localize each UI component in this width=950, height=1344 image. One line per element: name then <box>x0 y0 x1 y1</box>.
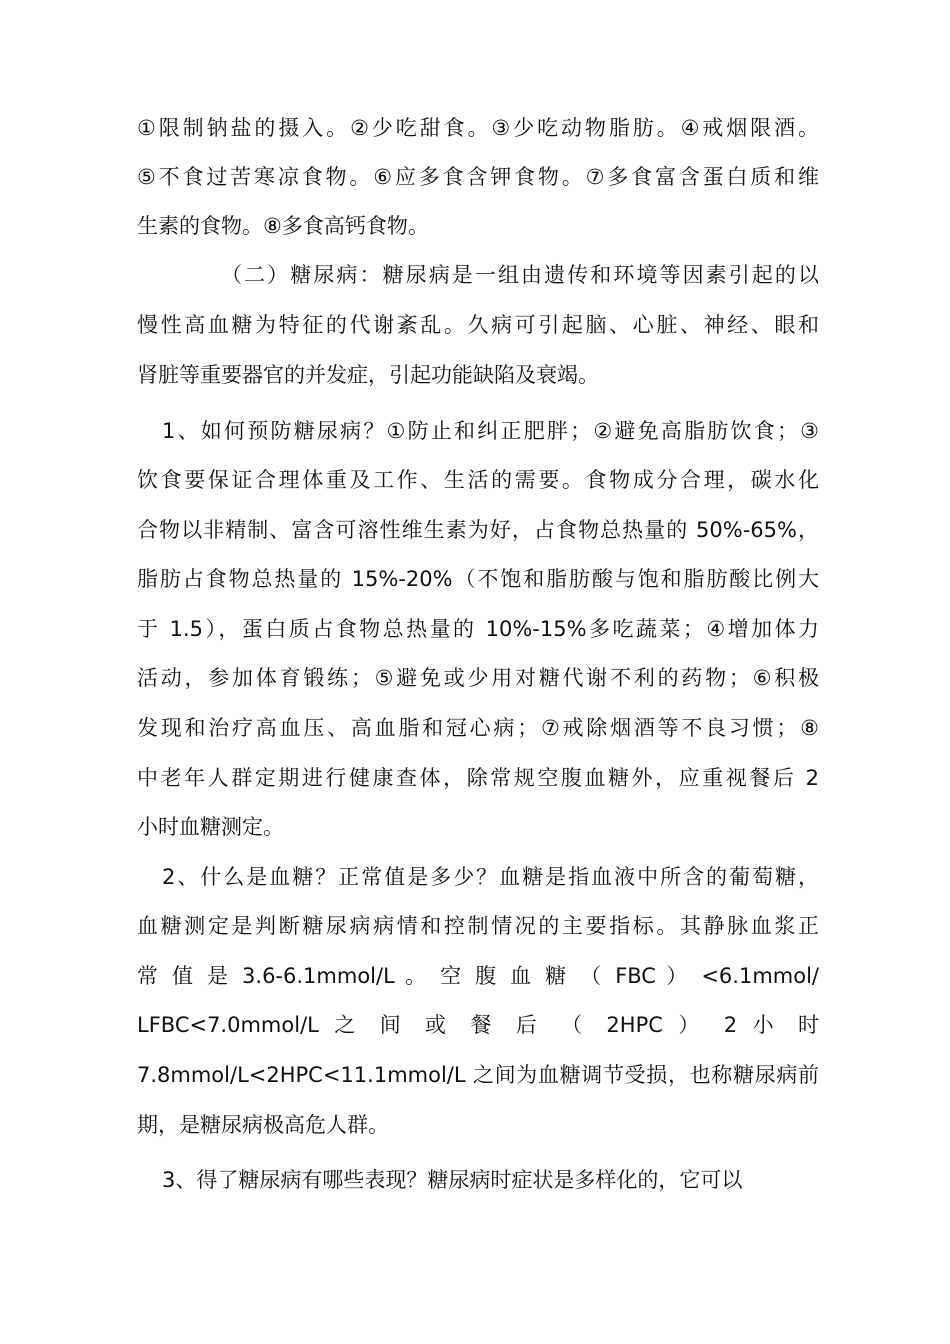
text-line: ①限制钠盐的摄入。②少吃甜食。③少吃动物脂肪。④戒烟限酒。 <box>137 116 819 140</box>
text-line: 常 值 是 3.6-6.1mmol/L 。 空 腹 血 糖 （ FBC ） <6.1mmol/ <box>137 964 819 988</box>
text-line: 血糖测定是判断糖尿病病情和控制情况的主要指标。其静脉血浆正 <box>137 914 819 938</box>
question-line: 3、得了糖尿病有哪些表现？糖尿病时症状是多样化的，它可以 <box>162 1168 743 1192</box>
text-line: 活动，参加体育锻练；⑤避免或少用对糖代谢不利的药物；⑥积极 <box>137 666 819 690</box>
question-line: 1、如何预防糖尿病？①防止和纠正肥胖；②避免高脂肪饮食；③ <box>162 419 819 443</box>
text-line: 7.8mmol/L<2HPC<11.1mmol/L 之间为血糖调节受损，也称糖尿病前 <box>137 1063 819 1087</box>
text-line: 生素的食物。⑧多食高钙食物。 <box>137 214 429 238</box>
text-line: 小时血糖测定。 <box>137 815 284 839</box>
section-heading-line: （二）糖尿病：糖尿病是一组由遗传和环境等因素引起的以 <box>221 263 819 287</box>
text-line: 合物以非精制、富含可溶性维生素为好，占食物总热量的 50%-65%， <box>137 518 819 542</box>
text-line: 脂肪占食物总热量的 15%-20%（不饱和脂肪酸与饱和脂肪酸比例大 <box>137 567 819 591</box>
text-line: 发现和治疗高血压、高血脂和冠心病；⑦戒除烟酒等不良习惯；⑧ <box>137 716 819 740</box>
text-line: 肾脏等重要器官的并发症，引起功能缺陷及衰竭。 <box>137 363 599 387</box>
text-line: 中老年人群定期进行健康查体，除常规空腹血糖外，应重视餐后 2 <box>137 766 819 790</box>
text-line: ⑤不食过苦寒凉食物。⑥应多食含钾食物。⑦多食富含蛋白质和维 <box>137 165 819 189</box>
text-line: 期，是糖尿病极高危人群。 <box>137 1113 389 1137</box>
text-line: 于 1.5），蛋白质占食物总热量的 10%-15%多吃蔬菜；④增加体力 <box>137 617 819 641</box>
text-line: 慢性高血糖为特征的代谢紊乱。久病可引起脑、心脏、神经、眼和 <box>137 313 819 337</box>
question-line: 2、什么是血糖？正常值是多少？血糖是指血液中所含的葡萄糖， <box>162 865 819 889</box>
text-line: LFBC<7.0mmol/L 之 间 或 餐 后 （ 2HPC ） 2 小 时 <box>137 1013 819 1037</box>
text-line: 饮食要保证合理体重及工作、生活的需要。食物成分合理，碳水化 <box>137 468 819 492</box>
